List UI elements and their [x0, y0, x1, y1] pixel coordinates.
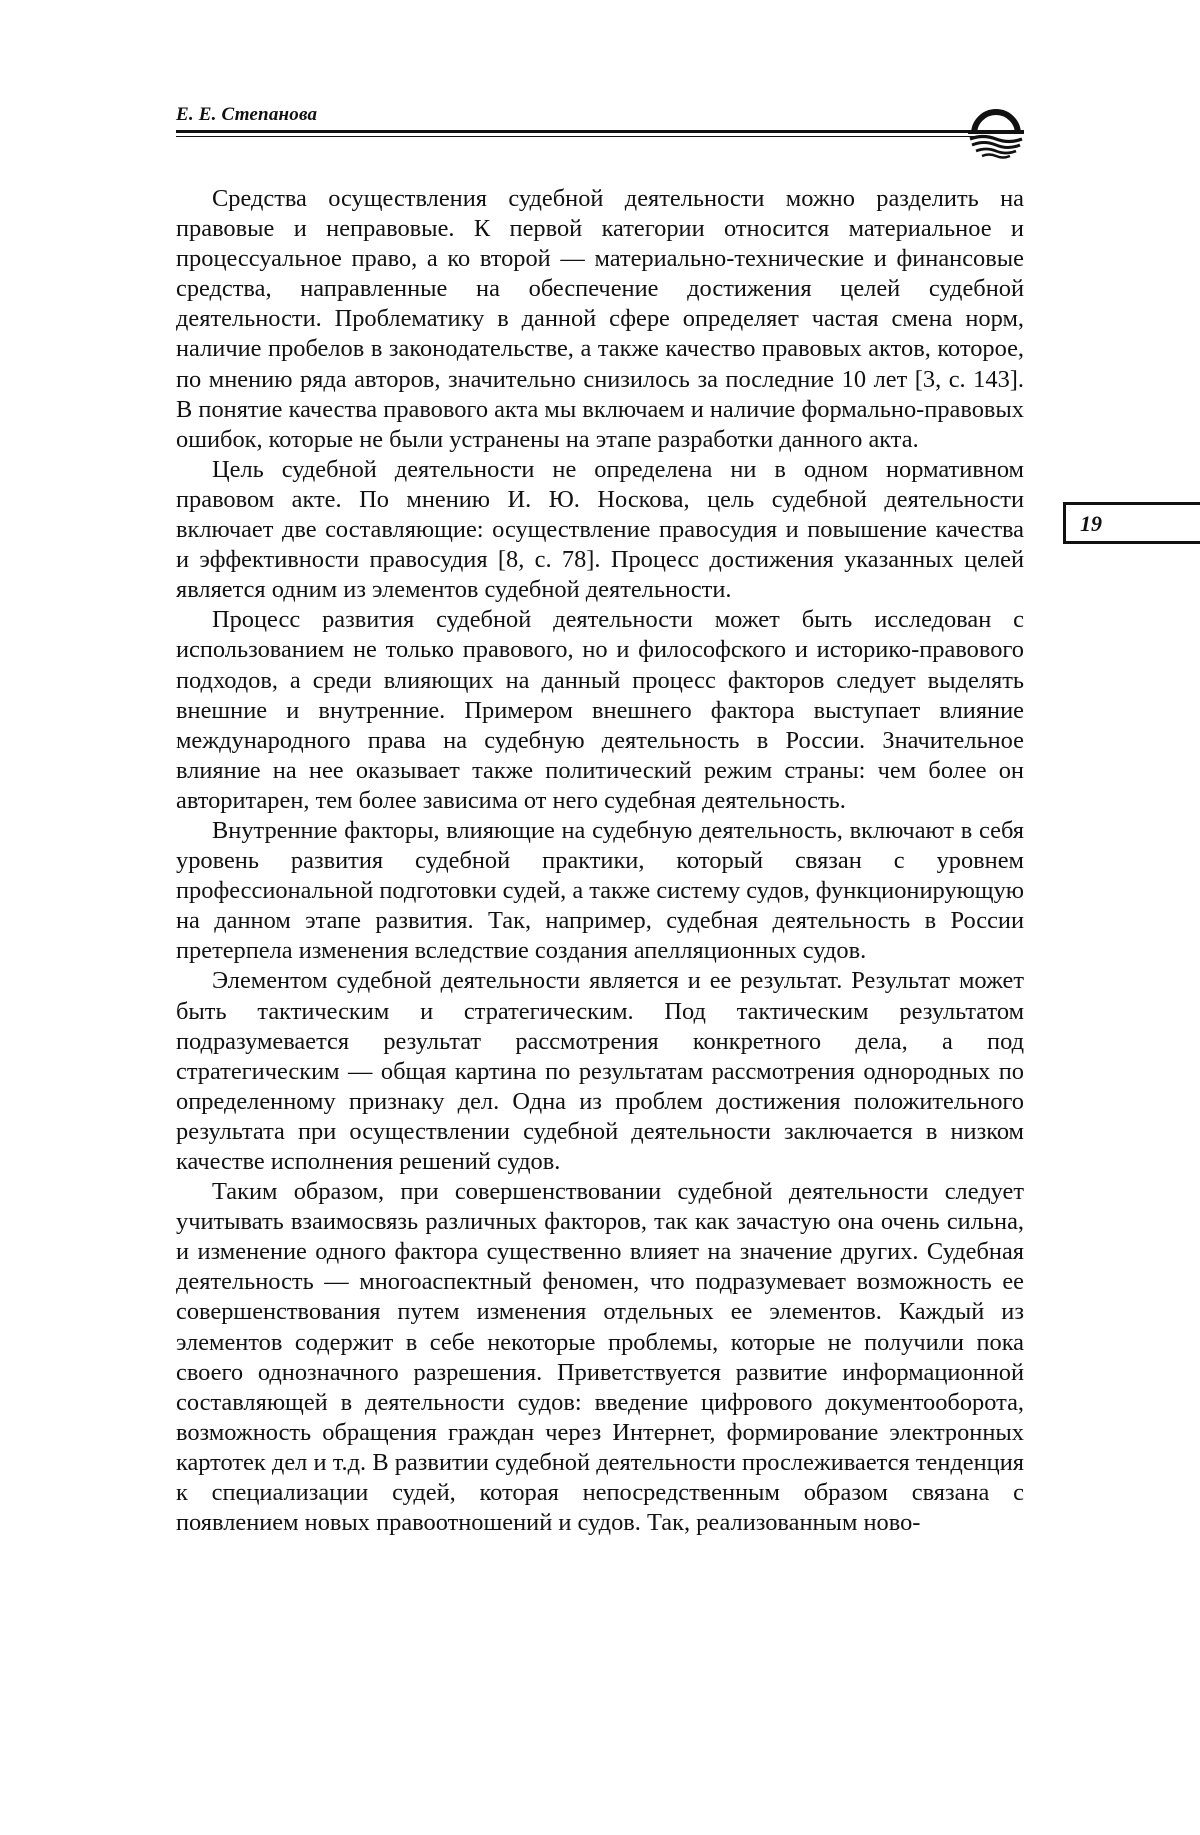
paragraph-3: Процесс развития судебной деятельности может быть исследован с использованием не только правового, но и философского и историко-правового подходов, а среди влияющих на данный процесс факторов следует выделять внешние и внутренние. Примером внешнего фактора выступает влияние международного права на судебную деятельность в России. Значительное влияние на нее оказывает также политический режим страны: чем более он авторитарен, тем более зависима от него судебная деятельность.	[176, 606, 1024, 814]
running-head-author: Е. Е. Степанова	[176, 104, 318, 125]
paragraph-6: Таким образом, при совершенствовании судебной деятельности следует учитывать взаимосвязь различных факторов, так как зачастую она очень сильна, и изменение одного фактора существенно влияет на значение других. Судебная деятельность — многоаспектный феномен, что подразумевает возможность ее совершенствования путем изменения отдельных ее элементов. Каждый из элементов содержит в себе некоторые проблемы, которые не получили пока своего однозначного разрешения. Приветствуется развитие информационной составляющей в деятельности судов: введение цифрового документооборота, возможность обращения граждан через Интернет, формирование электронных картотек дел и т.д. В развитии судебной деятельности прослеживается тенденция к специализации судей, которая непосредственным образом связана с появлением новых правоотношений и судов. Так, реализованным ново-	[176, 1178, 1024, 1537]
page-number: 19	[1080, 511, 1102, 536]
paragraph-5: Элементом судебной деятельности является и ее результат. Результат может быть тактическим и стратегическим. Под тактическим результатом подразумевается результат рассмотрения конкретного дела, а под стратегическим — общая картина по результатам рассмотрения однородных по определенному признаку дел. Одна из проблем достижения положительного результата при осуществлении судебной деятельности заключается в низком качестве исполнения решений судов.	[176, 967, 1024, 1175]
body-text	[176, 184, 1024, 1538]
publisher-logo-icon	[966, 104, 1026, 162]
running-head	[176, 100, 1026, 130]
header-rule-thick	[176, 130, 976, 133]
paragraph-2: Цель судебной деятельности не определена ни в одном нормативном правовом акте. По мнению И. Ю. Носкова, цель судебной деятельности включает две составляющие: осуществление правосудия и повышение качества и эффективности правосудия [8, с. 78]. Процесс достижения указанных целей является одним из элементов судебной деятельности.	[176, 455, 1024, 604]
paragraph-4: Внутренние факторы, влияющие на судебную деятельность, включают в себя уровень развития судебной практики, который связан с уровнем профессиональной подготовки судей, а также систему судов, функционирующую на данном этапе развития. Так, например, судебная деятельность в России претерпела изменения вследствие создания апелляционных судов.	[176, 816, 1024, 965]
page-number-box	[1063, 502, 1200, 544]
paragraph-1: Средства осуществления судебной деятельности можно разделить на правовые и неправовые. К первой категории относится материальное и процессуальное право, а ко второй — материально-технические и финансовые средства, направленные на обеспечение достижения целей судебной деятельности. Проблематику в данной сфере определяет частая смена норм, наличие пробелов в законодательстве, а также качество правовых актов, которое, по мнению ряда авторов, значительно снизилось за последние 10 лет [3, с. 143]. В понятие качества правового акта мы включаем и наличие формально-правовых ошибок, которые не были устранены на этапе разработки данного акта.	[176, 185, 1024, 453]
header-rule-thin	[176, 136, 976, 137]
